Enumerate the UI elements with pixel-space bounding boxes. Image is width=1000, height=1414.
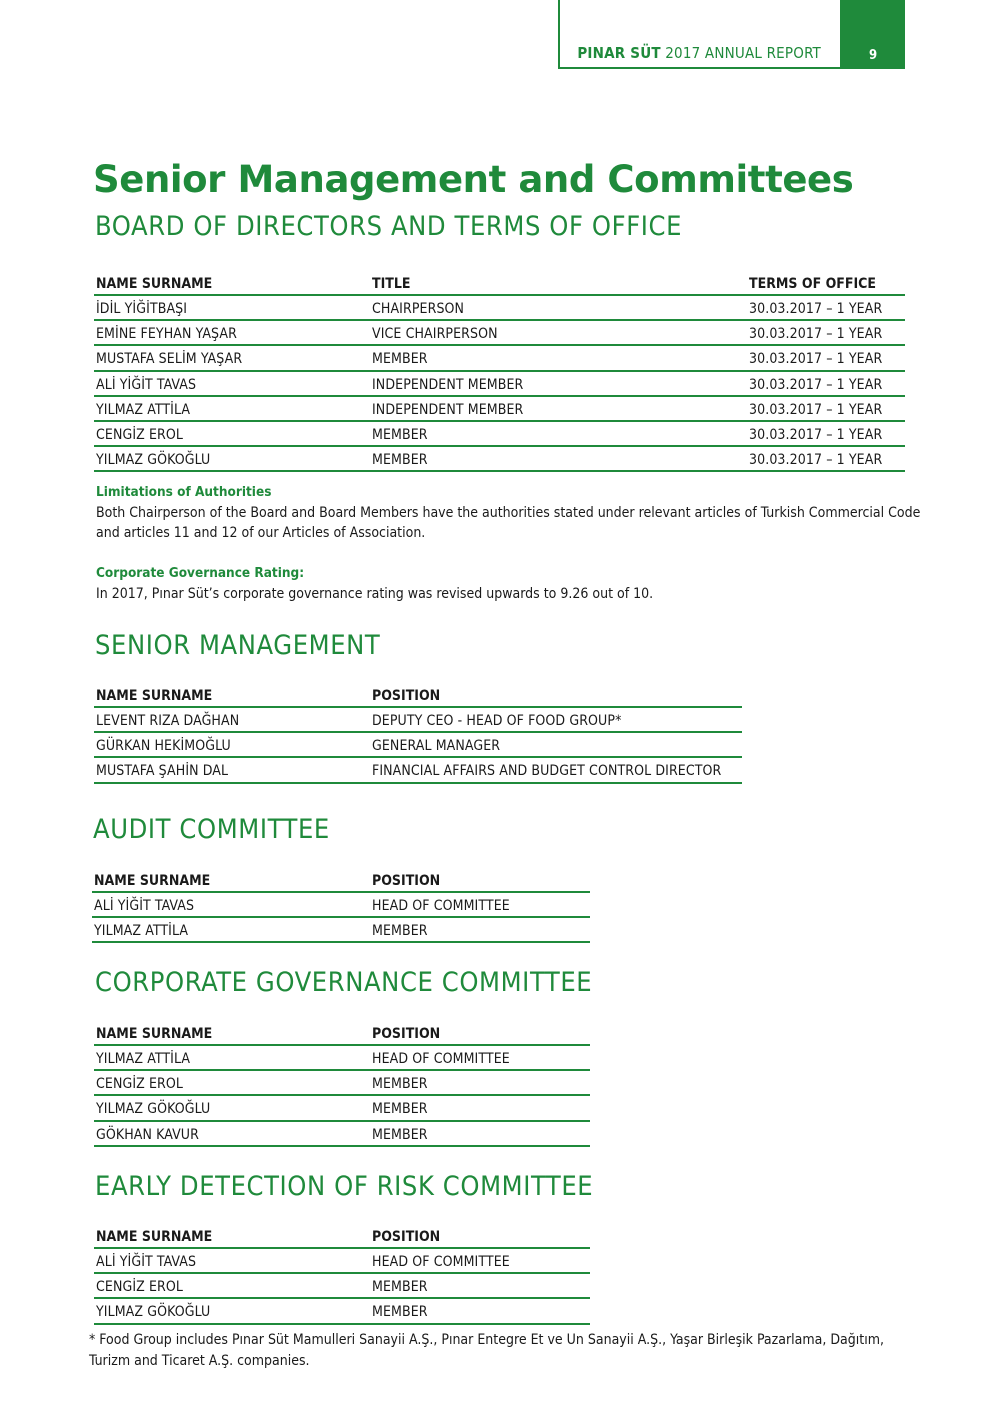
name-cell: YILMAZ GÖKOĞLU bbox=[94, 1095, 370, 1120]
name-cell: CENGİZ EROL bbox=[94, 1273, 370, 1298]
position-cell: DEPUTY CEO - HEAD OF FOOD GROUP* bbox=[370, 707, 742, 732]
table-row bbox=[94, 1045, 590, 1070]
rating-text: In 2017, Pınar Süt’s corporate governance rating was revised upwards to 9.26 out of 10. bbox=[96, 586, 654, 602]
table-row bbox=[94, 1070, 590, 1095]
position-cell: HEAD OF COMMITTEE bbox=[370, 1045, 590, 1070]
name-cell: ALİ YİĞİT TAVAS bbox=[94, 371, 370, 396]
table-row bbox=[94, 1095, 590, 1120]
table-row bbox=[92, 892, 590, 917]
title-cell: CHAIRPERSON bbox=[370, 295, 747, 320]
table-header-row bbox=[94, 1020, 590, 1045]
limitations-text: Both Chairperson of the Board and Board Members have the authorities stated under relevant articles of Turkish Commercial Code and articles 11 and 12 of our Articles of Association. bbox=[96, 505, 921, 541]
senior-management-table bbox=[94, 682, 742, 784]
governance-committee-heading: CORPORATE GOVERNANCE COMMITTEE bbox=[95, 967, 593, 998]
table-header-row bbox=[94, 682, 742, 707]
table-row bbox=[94, 421, 905, 446]
title-cell: MEMBER bbox=[370, 446, 747, 471]
title-cell: MEMBER bbox=[370, 345, 747, 370]
header-report: 2017 ANNUAL REPORT bbox=[665, 44, 821, 62]
table-header-row bbox=[94, 270, 905, 295]
column-header: POSITION bbox=[370, 1223, 590, 1248]
table-row bbox=[94, 732, 742, 757]
name-cell: CENGİZ EROL bbox=[94, 1070, 370, 1095]
position-cell: MEMBER bbox=[370, 917, 590, 942]
column-header: POSITION bbox=[370, 867, 590, 892]
term-cell: 30.03.2017 – 1 YEAR bbox=[747, 345, 905, 370]
senior-management-heading: SENIOR MANAGEMENT bbox=[95, 630, 381, 661]
limitations-heading: Limitations of Authorities bbox=[96, 484, 272, 500]
table-row bbox=[94, 707, 742, 732]
risk-committee-heading: EARLY DETECTION OF RISK COMMITTEE bbox=[95, 1171, 594, 1202]
name-cell: YILMAZ GÖKOĞLU bbox=[94, 446, 370, 471]
name-cell: CENGİZ EROL bbox=[94, 421, 370, 446]
column-header: NAME SURNAME bbox=[94, 1223, 370, 1248]
column-header: NAME SURNAME bbox=[92, 867, 370, 892]
column-header: NAME SURNAME bbox=[94, 270, 370, 295]
name-cell: GÖKHAN KAVUR bbox=[94, 1121, 370, 1146]
title-cell: INDEPENDENT MEMBER bbox=[370, 396, 747, 421]
table-row bbox=[94, 1248, 590, 1273]
column-header: NAME SURNAME bbox=[94, 1020, 370, 1045]
name-cell: YILMAZ GÖKOĞLU bbox=[94, 1298, 370, 1323]
running-header bbox=[558, 0, 841, 69]
position-cell: HEAD OF COMMITTEE bbox=[370, 1248, 590, 1273]
name-cell: GÜRKAN HEKİMOĞLU bbox=[94, 732, 370, 757]
rating-heading: Corporate Governance Rating: bbox=[96, 565, 305, 581]
position-cell: MEMBER bbox=[370, 1298, 590, 1323]
table-row bbox=[94, 396, 905, 421]
board-heading: BOARD OF DIRECTORS AND TERMS OF OFFICE bbox=[95, 211, 683, 242]
term-cell: 30.03.2017 – 1 YEAR bbox=[747, 421, 905, 446]
term-cell: 30.03.2017 – 1 YEAR bbox=[747, 295, 905, 320]
title-cell: VICE CHAIRPERSON bbox=[370, 320, 747, 345]
term-cell: 30.03.2017 – 1 YEAR bbox=[747, 371, 905, 396]
table-row bbox=[94, 446, 905, 471]
page-number: 9 bbox=[869, 48, 878, 63]
position-cell: FINANCIAL AFFAIRS AND BUDGET CONTROL DIRECTOR bbox=[370, 757, 742, 782]
name-cell: YILMAZ ATTİLA bbox=[92, 917, 370, 942]
table-row bbox=[94, 295, 905, 320]
name-cell: ALİ YİĞİT TAVAS bbox=[92, 892, 370, 917]
position-cell: MEMBER bbox=[370, 1095, 590, 1120]
name-cell: EMİNE FEYHAN YAŞAR bbox=[94, 320, 370, 345]
table-row bbox=[94, 320, 905, 345]
table-row bbox=[94, 1298, 590, 1323]
audit-committee-table bbox=[92, 867, 590, 943]
name-cell: İDİL YİĞİTBAŞI bbox=[94, 295, 370, 320]
position-cell: MEMBER bbox=[370, 1070, 590, 1095]
governance-committee-table bbox=[94, 1020, 590, 1147]
position-cell: HEAD OF COMMITTEE bbox=[370, 892, 590, 917]
table-row bbox=[94, 345, 905, 370]
title-cell: MEMBER bbox=[370, 421, 747, 446]
table-row bbox=[94, 1273, 590, 1298]
name-cell: ALİ YİĞİT TAVAS bbox=[94, 1248, 370, 1273]
column-header: POSITION bbox=[370, 1020, 590, 1045]
position-cell: MEMBER bbox=[370, 1273, 590, 1298]
position-cell: GENERAL MANAGER bbox=[370, 732, 742, 757]
column-header: TITLE bbox=[370, 270, 747, 295]
audit-committee-heading: AUDIT COMMITTEE bbox=[93, 814, 330, 845]
table-row bbox=[94, 1121, 590, 1146]
name-cell: YILMAZ ATTİLA bbox=[94, 1045, 370, 1070]
header-brand: PINAR SÜT bbox=[577, 44, 661, 62]
board-table bbox=[94, 270, 905, 472]
name-cell: MUSTAFA ŞAHİN DAL bbox=[94, 757, 370, 782]
column-header: NAME SURNAME bbox=[94, 682, 370, 707]
page-title: Senior Management and Committees bbox=[93, 158, 854, 201]
table-row bbox=[94, 371, 905, 396]
name-cell: MUSTAFA SELİM YAŞAR bbox=[94, 345, 370, 370]
table-header-row bbox=[94, 1223, 590, 1248]
term-cell: 30.03.2017 – 1 YEAR bbox=[747, 446, 905, 471]
position-cell: MEMBER bbox=[370, 1121, 590, 1146]
table-header-row bbox=[92, 867, 590, 892]
column-header: POSITION bbox=[370, 682, 742, 707]
table-row bbox=[94, 757, 742, 782]
table-row bbox=[92, 917, 590, 942]
term-cell: 30.03.2017 – 1 YEAR bbox=[747, 320, 905, 345]
term-cell: 30.03.2017 – 1 YEAR bbox=[747, 396, 905, 421]
column-header: TERMS OF OFFICE bbox=[747, 270, 905, 295]
risk-committee-table bbox=[94, 1223, 590, 1325]
title-cell: INDEPENDENT MEMBER bbox=[370, 371, 747, 396]
header-text bbox=[577, 44, 821, 62]
name-cell: LEVENT RIZA DAĞHAN bbox=[94, 707, 370, 732]
footnote: * Food Group includes Pınar Süt Mamulleri Sanayii A.Ş., Pınar Entegre Et ve Un Sanayii A.Ş., Yaşar Birleşik Pazarlama, Dağıtım, Turizm and Ticaret A.Ş. companies. bbox=[89, 1332, 884, 1369]
name-cell: YILMAZ ATTİLA bbox=[94, 396, 370, 421]
page-number-tab bbox=[840, 0, 905, 69]
